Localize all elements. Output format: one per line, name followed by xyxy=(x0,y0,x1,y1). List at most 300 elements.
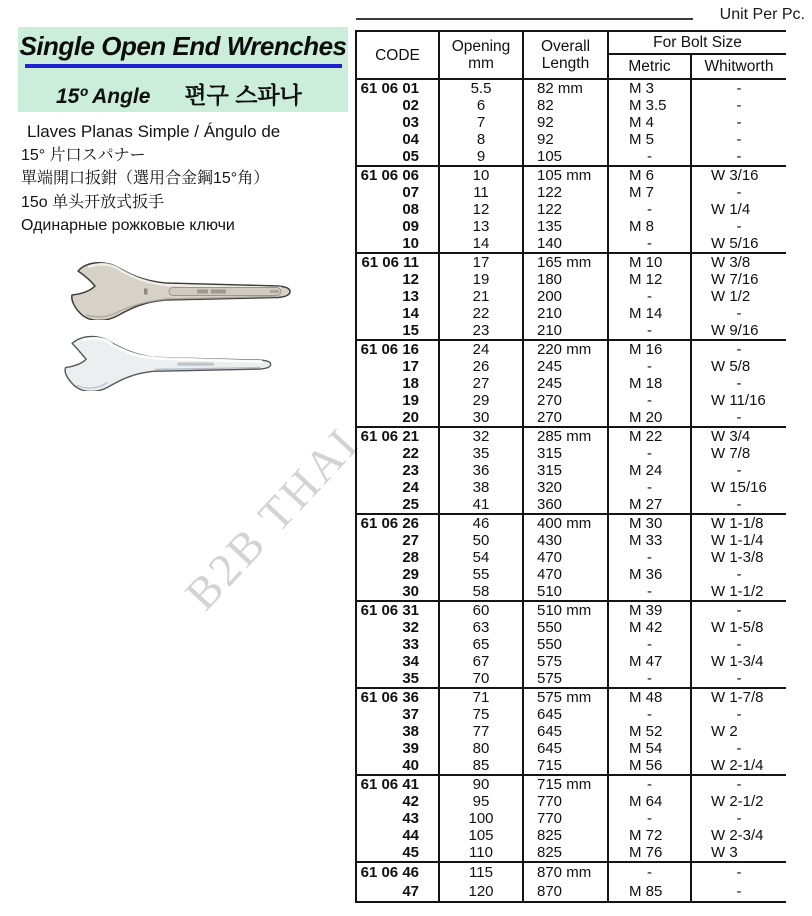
cell-whitworth: W 7/16 xyxy=(711,271,759,288)
cell-opening: 58 xyxy=(439,583,523,601)
overall-header-line1: Overall xyxy=(540,38,591,55)
cell-overall: 575 xyxy=(523,653,608,670)
description-spanish: Llaves Planas Simple / Ángulo de xyxy=(27,122,281,141)
table-row xyxy=(356,636,786,653)
cell-whitworth: - xyxy=(736,218,742,235)
cell-whitworth: W 1/2 xyxy=(711,288,751,305)
cell-whitworth: W 5/8 xyxy=(711,358,751,375)
cell-overall: 165 mm xyxy=(523,253,608,271)
cell-code: 22 xyxy=(356,445,439,462)
cell-overall: 105 mm xyxy=(523,166,608,184)
cell-metric: M 22 xyxy=(608,427,691,445)
subtitle-row xyxy=(18,68,348,110)
cell-opening: 67 xyxy=(439,653,523,670)
cell-code: 08 xyxy=(356,201,439,218)
cell-code: 14 xyxy=(356,305,439,322)
cell-whitworth: - xyxy=(736,375,742,392)
cell-metric: M 3.5 xyxy=(608,97,691,114)
cell-code: 61 06 01 xyxy=(356,79,439,97)
cell-opening: 14 xyxy=(439,235,523,253)
cell-metric: M 16 xyxy=(608,340,691,358)
cell-whitworth: - xyxy=(736,131,742,148)
cell-opening: 35 xyxy=(439,445,523,462)
cell-opening: 26 xyxy=(439,358,523,375)
cell-overall: 510 mm xyxy=(523,601,608,619)
cell-code: 04 xyxy=(356,131,439,148)
cell-code: 32 xyxy=(356,619,439,636)
table-row xyxy=(356,723,786,740)
cell-whitworth: - xyxy=(736,636,742,653)
cell-opening: 71 xyxy=(439,688,523,706)
table-row xyxy=(356,862,786,882)
cell-code: 19 xyxy=(356,392,439,409)
cell-code: 42 xyxy=(356,793,439,810)
table-row xyxy=(356,97,786,114)
cell-metric: M 33 xyxy=(608,532,691,549)
table-row xyxy=(356,757,786,775)
cell-opening: 110 xyxy=(439,844,523,862)
cell-code: 28 xyxy=(356,549,439,566)
cell-metric: - xyxy=(608,775,691,793)
cell-code: 37 xyxy=(356,706,439,723)
cell-opening: 63 xyxy=(439,619,523,636)
open-end-wrench-image-bottom xyxy=(60,334,280,391)
cell-code: 61 06 21 xyxy=(356,427,439,445)
cell-opening: 85 xyxy=(439,757,523,775)
cell-whitworth: W 15/16 xyxy=(711,479,767,496)
cell-whitworth: - xyxy=(691,79,786,97)
cell-metric: M 76 xyxy=(608,844,691,862)
cell-overall: 715 mm xyxy=(523,775,608,793)
table-row xyxy=(356,79,786,97)
cell-metric: M 12 xyxy=(608,271,691,288)
cell-code: 02 xyxy=(356,97,439,114)
cell-metric: M 8 xyxy=(608,218,691,235)
cell-opening: 36 xyxy=(439,462,523,479)
table-row xyxy=(356,775,786,793)
cell-code: 13 xyxy=(356,288,439,305)
cell-metric: M 48 xyxy=(608,688,691,706)
cell-overall: 360 xyxy=(523,496,608,514)
cell-metric: M 64 xyxy=(608,793,691,810)
cell-overall: 270 xyxy=(523,409,608,427)
cell-code: 40 xyxy=(356,757,439,775)
cell-whitworth: W 2-1/4 xyxy=(711,757,764,774)
cell-overall: 825 xyxy=(523,844,608,862)
cell-code: 61 06 36 xyxy=(356,688,439,706)
cell-opening: 21 xyxy=(439,288,523,305)
table-row xyxy=(356,549,786,566)
cell-opening: 22 xyxy=(439,305,523,322)
top-divider xyxy=(356,18,693,20)
cell-whitworth: W 3/4 xyxy=(691,427,786,445)
cell-whitworth: - xyxy=(736,148,742,165)
cell-metric: M 18 xyxy=(608,375,691,392)
cell-code: 15 xyxy=(356,322,439,340)
cell-metric: M 27 xyxy=(608,496,691,514)
cell-whitworth: - xyxy=(736,496,742,513)
cell-metric: - xyxy=(608,201,691,218)
cell-code: 61 06 16 xyxy=(356,340,439,358)
cell-whitworth: - xyxy=(691,862,786,882)
cell-metric: - xyxy=(608,810,691,827)
cell-whitworth: - xyxy=(736,409,742,426)
cell-opening: 19 xyxy=(439,271,523,288)
cell-whitworth: W 7/8 xyxy=(711,445,751,462)
cell-overall: 645 xyxy=(523,706,608,723)
cell-opening: 54 xyxy=(439,549,523,566)
cell-opening: 8 xyxy=(439,131,523,148)
cell-whitworth: - xyxy=(736,706,742,723)
cell-opening: 7 xyxy=(439,114,523,131)
cell-opening: 60 xyxy=(439,601,523,619)
description-chinese-traditional: 單端開口扳鉗（選用合金鋼15°角） xyxy=(21,170,270,187)
table-row xyxy=(356,706,786,723)
cell-opening: 95 xyxy=(439,793,523,810)
cell-opening: 27 xyxy=(439,375,523,392)
korean-subtitle: 편구 스파나 xyxy=(184,82,302,108)
table-row xyxy=(356,462,786,479)
cell-overall: 400 mm xyxy=(523,514,608,532)
cell-overall: 82 xyxy=(523,97,608,114)
cell-overall: 575 mm xyxy=(523,688,608,706)
table-row xyxy=(356,288,786,305)
table-row xyxy=(356,566,786,583)
cell-code: 61 06 11 xyxy=(356,253,439,271)
cell-whitworth: W 5/16 xyxy=(711,235,759,252)
cell-metric: - xyxy=(608,235,691,253)
cell-opening: 65 xyxy=(439,636,523,653)
description-japanese: 15° 片口スパナー xyxy=(21,146,146,164)
cell-overall: 770 xyxy=(523,793,608,810)
cell-whitworth: W 2-1/2 xyxy=(711,793,764,810)
table-row xyxy=(356,827,786,844)
cell-overall: 645 xyxy=(523,723,608,740)
table-row xyxy=(356,305,786,322)
cell-metric: M 24 xyxy=(608,462,691,479)
cell-overall: 140 xyxy=(523,235,608,253)
table-row xyxy=(356,670,786,688)
cell-opening: 9 xyxy=(439,148,523,166)
cell-metric: M 54 xyxy=(608,740,691,757)
table-row xyxy=(356,148,786,166)
title-banner xyxy=(18,27,348,112)
cell-code: 61 06 31 xyxy=(356,601,439,619)
cell-overall: 245 xyxy=(523,375,608,392)
column-header-metric: Metric xyxy=(608,54,691,79)
cell-whitworth: W 3 xyxy=(711,844,738,861)
cell-whitworth: - xyxy=(736,305,742,322)
cell-code: 45 xyxy=(356,844,439,862)
cell-whitworth: - xyxy=(736,114,742,131)
cell-opening: 75 xyxy=(439,706,523,723)
cell-whitworth: - xyxy=(736,462,742,479)
table-row xyxy=(356,166,786,184)
cell-whitworth: - xyxy=(736,810,742,827)
column-header-opening xyxy=(439,31,523,79)
cell-code: 38 xyxy=(356,723,439,740)
wrench-table-body xyxy=(356,79,786,902)
cell-code: 34 xyxy=(356,653,439,670)
table-row xyxy=(356,392,786,409)
cell-code: 61 06 41 xyxy=(356,775,439,793)
cell-whitworth: W 1-3/8 xyxy=(711,549,764,566)
cell-metric: - xyxy=(608,392,691,409)
cell-code: 03 xyxy=(356,114,439,131)
cell-metric: M 42 xyxy=(608,619,691,636)
cell-whitworth: - xyxy=(736,97,742,114)
cell-metric: - xyxy=(608,358,691,375)
cell-metric: M 52 xyxy=(608,723,691,740)
cell-metric: M 72 xyxy=(608,827,691,844)
table-row xyxy=(356,496,786,514)
cell-code: 20 xyxy=(356,409,439,427)
cell-code: 05 xyxy=(356,148,439,166)
cell-overall: 715 xyxy=(523,757,608,775)
cell-opening: 29 xyxy=(439,392,523,409)
cell-opening: 10 xyxy=(439,166,523,184)
cell-opening: 38 xyxy=(439,479,523,496)
table-row xyxy=(356,479,786,496)
cell-metric: - xyxy=(608,862,691,882)
cell-metric: - xyxy=(608,322,691,340)
cell-overall: 315 xyxy=(523,445,608,462)
cell-code: 12 xyxy=(356,271,439,288)
open-end-wrench-image-top xyxy=(66,258,302,320)
cell-metric: - xyxy=(608,445,691,462)
cell-overall: 430 xyxy=(523,532,608,549)
table-row xyxy=(356,514,786,532)
cell-opening: 32 xyxy=(439,427,523,445)
cell-opening: 120 xyxy=(439,882,523,902)
cell-opening: 23 xyxy=(439,322,523,340)
cell-metric: M 3 xyxy=(608,79,691,97)
column-header-whitworth: Whitworth xyxy=(691,54,786,79)
cell-code: 24 xyxy=(356,479,439,496)
column-header-overall-length xyxy=(523,31,608,79)
cell-whitworth: - xyxy=(736,184,742,201)
table-row xyxy=(356,235,786,253)
table-row xyxy=(356,793,786,810)
table-row xyxy=(356,740,786,757)
table-row xyxy=(356,882,786,902)
cell-opening: 105 xyxy=(439,827,523,844)
cell-code: 18 xyxy=(356,375,439,392)
table-row xyxy=(356,427,786,445)
table-row xyxy=(356,322,786,340)
cell-overall: 82 mm xyxy=(523,79,608,97)
cell-overall: 210 xyxy=(523,305,608,322)
cell-overall: 770 xyxy=(523,810,608,827)
cell-code: 33 xyxy=(356,636,439,653)
description-chinese-simplified: 15o 单头开放式扳手 xyxy=(21,193,165,211)
cell-opening: 77 xyxy=(439,723,523,740)
table-row xyxy=(356,375,786,392)
cell-overall: 270 xyxy=(523,392,608,409)
cell-overall: 210 xyxy=(523,322,608,340)
cell-overall: 92 xyxy=(523,114,608,131)
cell-code: 09 xyxy=(356,218,439,235)
cell-overall: 550 xyxy=(523,619,608,636)
table-row xyxy=(356,583,786,601)
cell-opening: 70 xyxy=(439,670,523,688)
cell-code: 25 xyxy=(356,496,439,514)
cell-metric: - xyxy=(608,148,691,166)
cell-overall: 550 xyxy=(523,636,608,653)
cell-code: 47 xyxy=(356,882,439,902)
cell-code: 29 xyxy=(356,566,439,583)
table-row xyxy=(356,131,786,148)
cell-overall: 320 xyxy=(523,479,608,496)
cell-overall: 575 xyxy=(523,670,608,688)
table-row xyxy=(356,619,786,636)
table-row xyxy=(356,201,786,218)
cell-overall: 870 mm xyxy=(523,862,608,882)
cell-whitworth: W 1-3/4 xyxy=(711,653,764,670)
cell-metric: M 7 xyxy=(608,184,691,201)
cell-overall: 122 xyxy=(523,201,608,218)
cell-whitworth: - xyxy=(736,670,742,687)
cell-code: 61 06 46 xyxy=(356,862,439,882)
cell-code: 43 xyxy=(356,810,439,827)
cell-opening: 11 xyxy=(439,184,523,201)
cell-metric: M 85 xyxy=(608,882,691,902)
cell-overall: 122 xyxy=(523,184,608,201)
cell-opening: 24 xyxy=(439,340,523,358)
cell-overall: 510 xyxy=(523,583,608,601)
cell-whitworth: - xyxy=(691,775,786,793)
cell-whitworth: W 2-3/4 xyxy=(711,827,764,844)
cell-overall: 315 xyxy=(523,462,608,479)
cell-code: 27 xyxy=(356,532,439,549)
description-russian: Одинарные рожковые ключи xyxy=(21,217,235,234)
cell-overall: 645 xyxy=(523,740,608,757)
cell-code: 61 06 26 xyxy=(356,514,439,532)
cell-metric: M 36 xyxy=(608,566,691,583)
opening-header-line2: mm xyxy=(468,55,494,72)
table-row xyxy=(356,688,786,706)
cell-code: 44 xyxy=(356,827,439,844)
cell-overall: 470 xyxy=(523,549,608,566)
cell-opening: 17 xyxy=(439,253,523,271)
cell-whitworth: W 1-1/8 xyxy=(691,514,786,532)
angle-subtitle: 15º Angle xyxy=(56,85,151,108)
cell-metric: M 5 xyxy=(608,131,691,148)
cell-opening: 6 xyxy=(439,97,523,114)
cell-whitworth: W 9/16 xyxy=(711,322,759,339)
table-row xyxy=(356,601,786,619)
cell-overall: 470 xyxy=(523,566,608,583)
cell-metric: M 4 xyxy=(608,114,691,131)
cell-opening: 80 xyxy=(439,740,523,757)
cell-whitworth: W 1-1/4 xyxy=(711,532,764,549)
cell-whitworth: - xyxy=(691,340,786,358)
cell-overall: 245 xyxy=(523,358,608,375)
cell-metric: M 39 xyxy=(608,601,691,619)
cell-whitworth: - xyxy=(736,883,742,900)
cell-opening: 30 xyxy=(439,409,523,427)
table-row xyxy=(356,184,786,201)
column-header-code: CODE xyxy=(356,31,439,79)
table-row xyxy=(356,253,786,271)
cell-metric: M 20 xyxy=(608,409,691,427)
table-row xyxy=(356,532,786,549)
cell-whitworth: W 3/8 xyxy=(691,253,786,271)
table-row xyxy=(356,271,786,288)
cell-opening: 115 xyxy=(439,862,523,882)
cell-metric: - xyxy=(608,670,691,688)
column-header-bolt-size: For Bolt Size xyxy=(608,31,786,54)
table-row xyxy=(356,844,786,862)
cell-whitworth: W 2 xyxy=(711,723,738,740)
cell-metric: M 14 xyxy=(608,305,691,322)
cell-opening: 100 xyxy=(439,810,523,827)
table-row xyxy=(356,358,786,375)
cell-opening: 41 xyxy=(439,496,523,514)
page-title: Single Open End Wrenches xyxy=(19,31,347,61)
cell-metric: - xyxy=(608,636,691,653)
cell-whitworth: W 3/16 xyxy=(691,166,786,184)
table-row xyxy=(356,409,786,427)
table-row xyxy=(356,218,786,235)
cell-overall: 135 xyxy=(523,218,608,235)
cell-code: 23 xyxy=(356,462,439,479)
cell-whitworth: W 1-1/2 xyxy=(711,583,764,600)
table-row xyxy=(356,810,786,827)
cell-code: 30 xyxy=(356,583,439,601)
cell-whitworth: W 1-5/8 xyxy=(711,619,764,636)
cell-metric: M 30 xyxy=(608,514,691,532)
unit-per-pc-label: Unit Per Pc. xyxy=(719,6,805,23)
cell-opening: 55 xyxy=(439,566,523,583)
cell-opening: 5.5 xyxy=(439,79,523,97)
cell-opening: 50 xyxy=(439,532,523,549)
cell-metric: - xyxy=(608,583,691,601)
cell-whitworth: - xyxy=(691,601,786,619)
multilingual-descriptions xyxy=(21,120,356,238)
cell-metric: - xyxy=(608,479,691,496)
table-row xyxy=(356,340,786,358)
cell-whitworth: W 11/16 xyxy=(711,392,766,409)
cell-code: 39 xyxy=(356,740,439,757)
wrench-spec-table xyxy=(355,30,786,903)
table-row xyxy=(356,445,786,462)
cell-whitworth: W 1/4 xyxy=(711,201,751,218)
cell-overall: 105 xyxy=(523,148,608,166)
cell-overall: 180 xyxy=(523,271,608,288)
cell-code: 07 xyxy=(356,184,439,201)
cell-overall: 870 xyxy=(523,882,608,902)
cell-metric: M 56 xyxy=(608,757,691,775)
cell-metric: - xyxy=(608,706,691,723)
cell-metric: - xyxy=(608,288,691,305)
cell-overall: 825 xyxy=(523,827,608,844)
cell-overall: 285 mm xyxy=(523,427,608,445)
b2b-thai-watermark: B2B THAI xyxy=(175,417,369,620)
cell-metric: - xyxy=(608,549,691,566)
cell-metric: M 47 xyxy=(608,653,691,670)
cell-metric: M 10 xyxy=(608,253,691,271)
table-row xyxy=(356,653,786,670)
opening-header-line1: Opening xyxy=(451,38,511,55)
table-row xyxy=(356,114,786,131)
cell-code: 10 xyxy=(356,235,439,253)
cell-whitworth: W 1-7/8 xyxy=(691,688,786,706)
cell-metric: M 6 xyxy=(608,166,691,184)
cell-overall: 220 mm xyxy=(523,340,608,358)
overall-header-line2: Length xyxy=(541,55,590,72)
cell-code: 61 06 06 xyxy=(356,166,439,184)
